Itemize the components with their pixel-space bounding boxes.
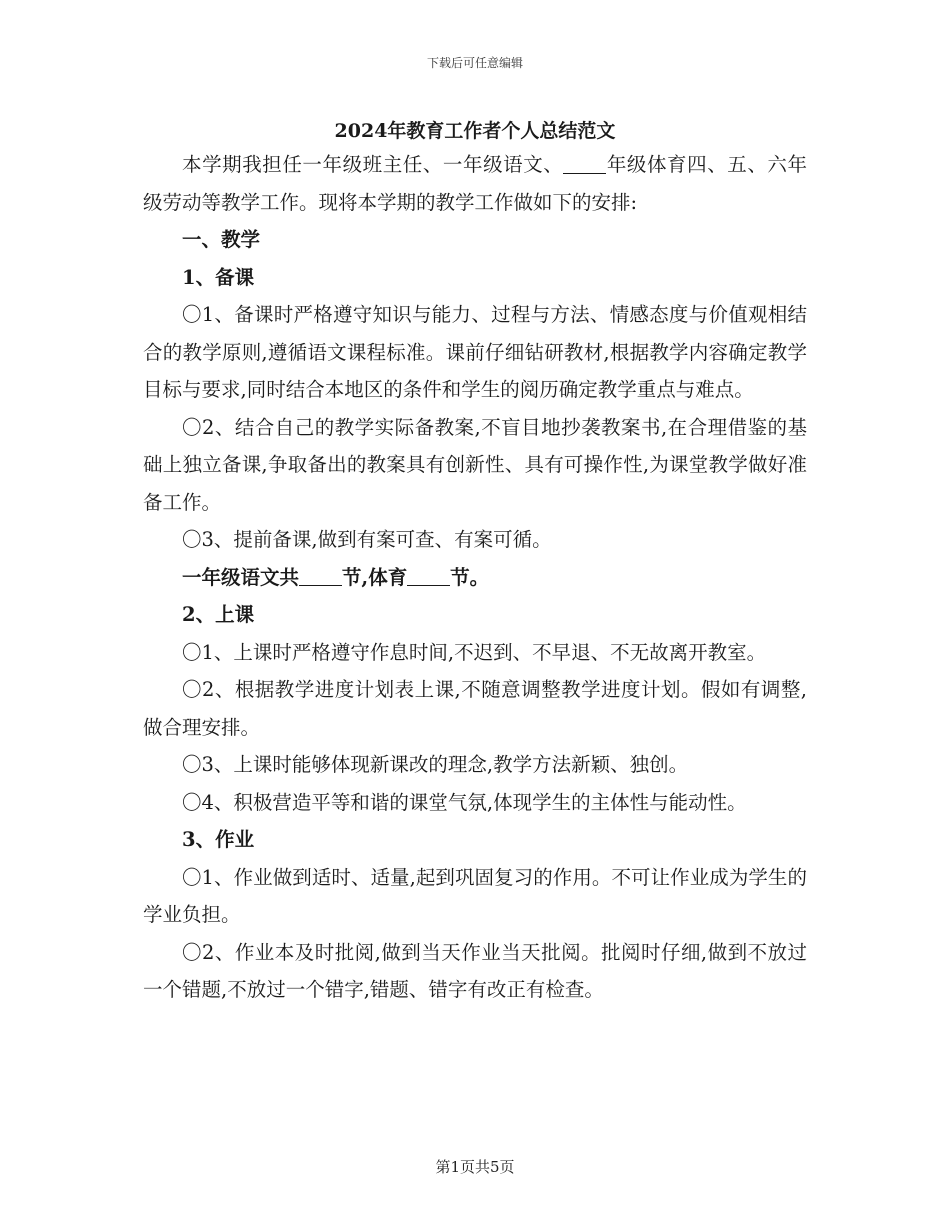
paragraph: 〇3、上课时能够体现新课改的理念,教学方法新颖、独创。 — [182, 753, 689, 776]
page-footer: 第1页共5页 — [435, 1158, 515, 1176]
lesson-count-text-2: 节,体育 — [341, 565, 408, 589]
page-header: 下载后可任意编辑 — [426, 56, 523, 70]
fill-blank — [407, 565, 450, 586]
lesson-count-text-1: 一年级语文共 — [182, 565, 300, 589]
paragraph: 〇2、结合自己的教学实际备教案,不盲目地抄袭教案书,在合理借鉴的基础上独立备课,争取备出的教案具有创新性、具有可操作性,为课堂教学做好准备工作。 — [143, 415, 807, 514]
paragraph: 〇3、提前备课,做到有案可查、有案可循。 — [182, 528, 552, 551]
fill-blank — [299, 565, 342, 586]
subsection-heading: 1、备课 — [182, 265, 255, 289]
intro-text-2: 年级体育四、五、六年级劳动等教学工作。现将本学期的教学工作做如下的安排: — [143, 153, 807, 214]
document-title: 2024年教育工作者个人总结范文 — [334, 120, 616, 142]
paragraph: 〇2、作业本及时批阅,做到当天作业当天批阅。批阅时仔细,做到不放过一个错题,不放过一个错字,错题、错字有改正有检查。 — [143, 940, 807, 1001]
intro-text-1: 本学期我担任一年级班主任、一年级语文、 — [182, 153, 564, 176]
paragraph: 〇1、备课时严格遵守知识与能力、过程与方法、情感态度与价值观相结合的教学原则,遵循语文课程标准。课前仔细钻研教材,根据教学内容确定教学目标与要求,同时结合本地区的条件和学生的阅历确定教学重点与难点。 — [143, 303, 807, 401]
intro-paragraph — [143, 146, 807, 221]
paragraph: 〇2、根据教学进度计划表上课,不随意调整教学进度计划。假如有调整,做合理安排。 — [143, 678, 807, 739]
subsection-heading: 2、上课 — [182, 603, 255, 626]
document-body — [143, 146, 807, 1009]
lesson-count-text-3: 节。 — [450, 565, 490, 589]
subsection-heading: 3、作业 — [182, 828, 255, 851]
paragraph: 〇4、积极营造平等和谐的课堂气氛,体现学生的主体性与能动性。 — [182, 790, 747, 814]
section-heading: 一、教学 — [182, 228, 261, 251]
fill-blank — [563, 152, 606, 173]
lesson-count-line — [143, 559, 807, 597]
paragraph: 〇1、作业做到适时、适量,起到巩固复习的作用。不可让作业成为学生的学业负担。 — [143, 865, 807, 926]
paragraph: 〇1、上课时严格遵守作息时间,不迟到、不早退、不无故离开教室。 — [182, 640, 767, 664]
